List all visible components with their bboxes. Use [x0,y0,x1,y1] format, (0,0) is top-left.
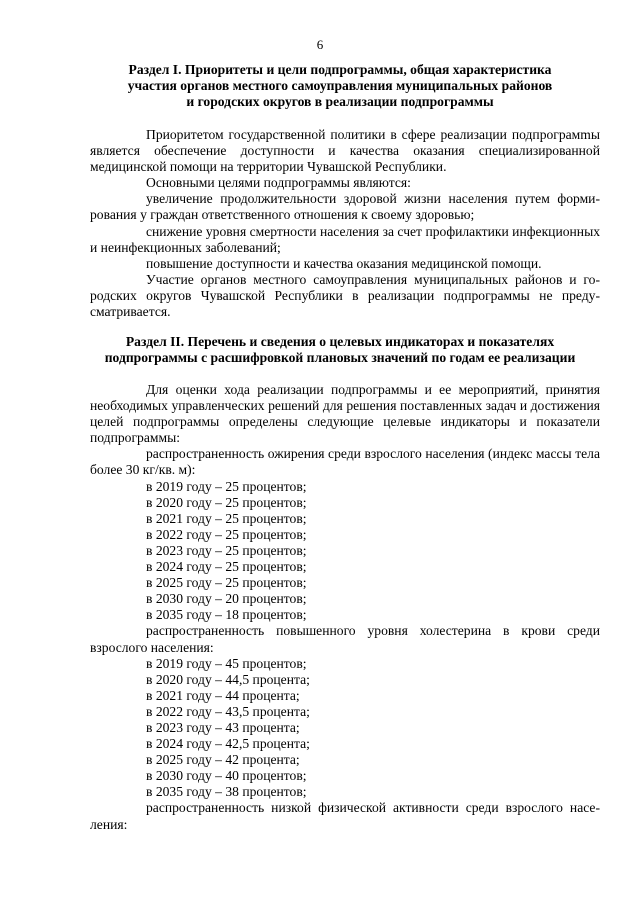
paragraph: снижение уровня смертности населения за счет профилактики инфекционных и неинфекционных заболеваний; [90,223,600,255]
indicator-value: в 2035 году – 38 процентов; [146,784,307,800]
paragraph: увеличение продолжительности здоровой жизни населения путем формирования у граждан ответственного отношения к своему здоровью; [90,191,600,223]
page-number: 6 [316,37,324,52]
paragraph: Приоритетом государственной политики в сфере реализации подпрограмmы является обеспечение доступности и качества оказания специализированной медицинской помощи на территории Чувашской Республики. [90,127,600,175]
indicator-label: распространенность низкой физической активности среди взрослого населения: [90,800,600,832]
section-2-body [90,382,600,833]
section-2-heading-line: Раздел II. Перечень и сведения о целевых индикаторах и показателях [125,334,555,349]
indicator-value: в 2019 году – 45 процентов; [146,655,307,671]
indicator-value: в 2035 году – 18 процентов; [146,607,307,623]
indicator-value: в 2022 году – 25 процентов; [146,526,307,542]
paragraph: Участие органов местного самоуправления муниципальных районов и городских округов Чувашской Республики в реализации подпрограммы не предусматривается. [90,271,600,320]
indicator-value: в 2021 году – 44 процента; [146,687,300,703]
paragraph: повышение доступности и качества оказания медицинской помощи. [146,255,542,271]
indicator-value: в 2023 году – 43 процента; [146,719,300,735]
indicator-value: в 2030 году – 20 процентов; [146,591,307,607]
indicator-value: в 2025 году – 42 процента; [146,752,300,768]
indicator-value: в 2025 году – 25 процентов; [146,575,307,591]
indicator-value: в 2020 году – 44,5 процента; [146,671,310,687]
indicator-value: в 2024 году – 42,5 процента; [146,736,310,752]
indicator-value: в 2021 году – 25 процентов; [146,510,307,526]
indicator-value: в 2022 году – 43,5 процента; [146,703,310,719]
indicator-label: распространенность повышенного уровня холестерина в крови среди взрослого населения: [90,623,600,655]
paragraph: Для оценки хода реализации подпрограммы и ее мероприятий, принятия необходимых управленческих решений для решения поставленных задач и достижения целей подпрограммы определены следующие целевые индикаторы и показатели подпрограммы: [90,382,600,446]
section-1-heading-line: и городских округов в реализации подпрограммы [186,94,494,109]
section-2-heading [80,334,600,366]
indicator-value: в 2024 году – 25 процентов; [146,559,307,575]
indicator-value: в 2020 году – 25 процентов; [146,494,307,510]
section-1-heading-line: Раздел I. Приоритеты и цели подпрограммы, общая характеристика [128,62,552,77]
section-1-heading [80,62,600,110]
section-2-heading-line: подпрограммы с расшифровкой плановых значений по годам ее реализации [104,350,576,365]
indicator-label: распространенность ожирения среди взрослого населения (индекс массы тела более 30 кг/кв. м): [90,446,600,478]
paragraph: Основными целями подпрограммы являются: [146,175,411,191]
indicator-value: в 2023 году – 25 процентов; [146,542,307,558]
indicator-value: в 2019 году – 25 процентов; [146,478,307,494]
indicator-value: в 2030 году – 40 процентов; [146,768,307,784]
section-1-body [90,127,600,320]
section-1-heading-line: участия органов местного самоуправления муниципальных районов [127,78,553,93]
